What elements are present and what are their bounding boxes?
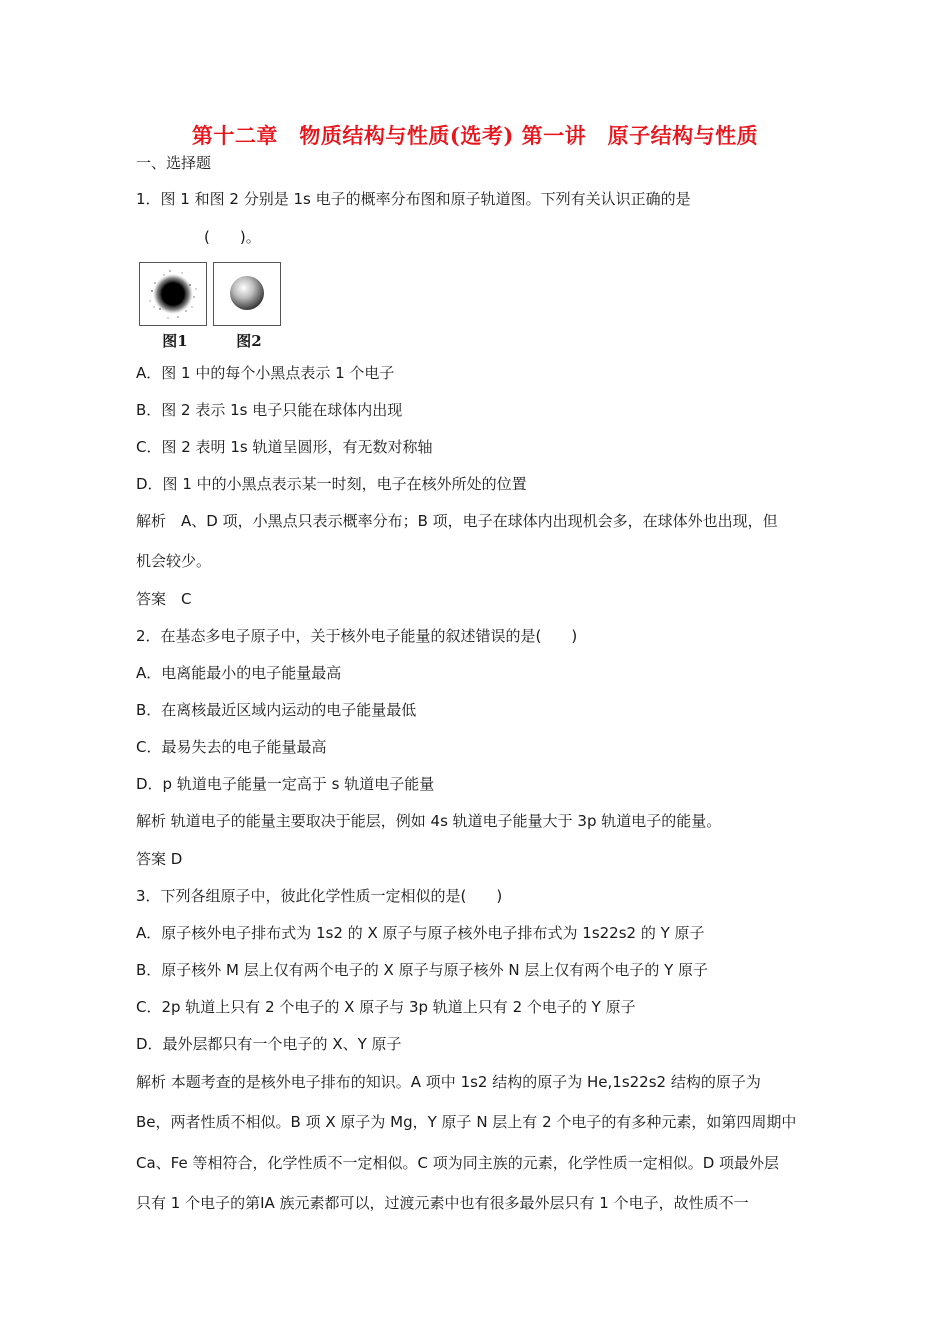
q1-option-a: A．图 1 中的每个小黑点表示 1 个电子 <box>136 364 395 382</box>
q3-option-c: C．2p 轨道上只有 2 个电子的 X 原子与 3p 轨道上只有 2 个电子的 Y 原子 <box>136 998 636 1016</box>
electron-cloud-image <box>140 263 206 325</box>
sphere-image <box>214 263 280 325</box>
q3-analysis-line-2: Be，两者性质不相似。B 项 X 原子为 Mg，Y 原子 N 层上有 2 个电子的有多种元素，如第四周期中 <box>136 1113 797 1131</box>
q1-stem: 1．图 1 和图 2 分别是 1s 电子的概率分布图和原子轨道图。下列有关认识正确的是 <box>136 190 691 208</box>
q3-option-a: A．原子核外电子排布式为 1s2 的 X 原子与原子核外电子排布式为 1s22s2 的 Y 原子 <box>136 924 705 942</box>
q2-stem: 2．在基态多电子原子中，关于核外电子能量的叙述错误的是( ) <box>136 627 578 645</box>
q2-analysis: 解析 轨道电子的能量主要取决于能层，例如 4s 轨道电子能量大于 3p 轨道电子的能量。 <box>136 812 722 830</box>
q2-option-a: A．电离能最小的电子能量最高 <box>136 664 342 682</box>
q3-option-d: D．最外层都只有一个电子的 X、Y 原子 <box>136 1035 402 1053</box>
section-heading: 一、选择题 <box>136 154 212 172</box>
figure-1-caption: 图1 <box>162 332 188 350</box>
q1-analysis-line-1: 解析 A、D 项，小黑点只表示概率分布；B 项，电子在球体内出现机会多，在球体外也出现，但 <box>136 512 778 530</box>
q2-answer: 答案 D <box>136 850 183 868</box>
figure-2-orbital-sphere <box>213 262 281 326</box>
q1-answer-blank: ( )。 <box>204 228 261 246</box>
figure-2-caption: 图2 <box>236 332 262 350</box>
q3-analysis-line-1: 解析 本题考查的是核外电子排布的知识。A 项中 1s2 结构的原子为 He,1s22s2 结构的原子为 <box>136 1073 761 1091</box>
q2-option-c: C．最易失去的电子能量最高 <box>136 738 327 756</box>
q1-option-d: D．图 1 中的小黑点表示某一时刻，电子在核外所处的位置 <box>136 475 527 493</box>
q3-option-b: B．原子核外 M 层上仅有两个电子的 X 原子与原子核外 N 层上仅有两个电子的 Y 原子 <box>136 961 709 979</box>
figure-1-electron-cloud <box>139 262 207 326</box>
q1-option-b: B．图 2 表示 1s 电子只能在球体内出现 <box>136 401 403 419</box>
q1-answer: 答案 C <box>136 590 192 608</box>
q1-analysis-line-2: 机会较少。 <box>136 552 212 570</box>
q3-stem: 3．下列各组原子中，彼此化学性质一定相似的是( ) <box>136 887 503 905</box>
q3-analysis-line-3: Ca、Fe 等相符合，化学性质不一定相似。C 项为同主族的元素，化学性质一定相似。D 项最外层 <box>136 1154 780 1172</box>
chapter-title: 第十二章 物质结构与性质(选考) 第一讲 原子结构与性质 <box>191 123 759 148</box>
q3-analysis-line-4: 只有 1 个电子的第ⅠA 族元素都可以，过渡元素中也有很多最外层只有 1 个电子，故性质不一 <box>136 1194 749 1212</box>
q2-option-d: D．p 轨道电子能量一定高于 s 轨道电子能量 <box>136 775 435 793</box>
q1-option-c: C．图 2 表明 1s 轨道呈圆形，有无数对称轴 <box>136 438 433 456</box>
q2-option-b: B．在离核最近区域内运动的电子能量最低 <box>136 701 417 719</box>
